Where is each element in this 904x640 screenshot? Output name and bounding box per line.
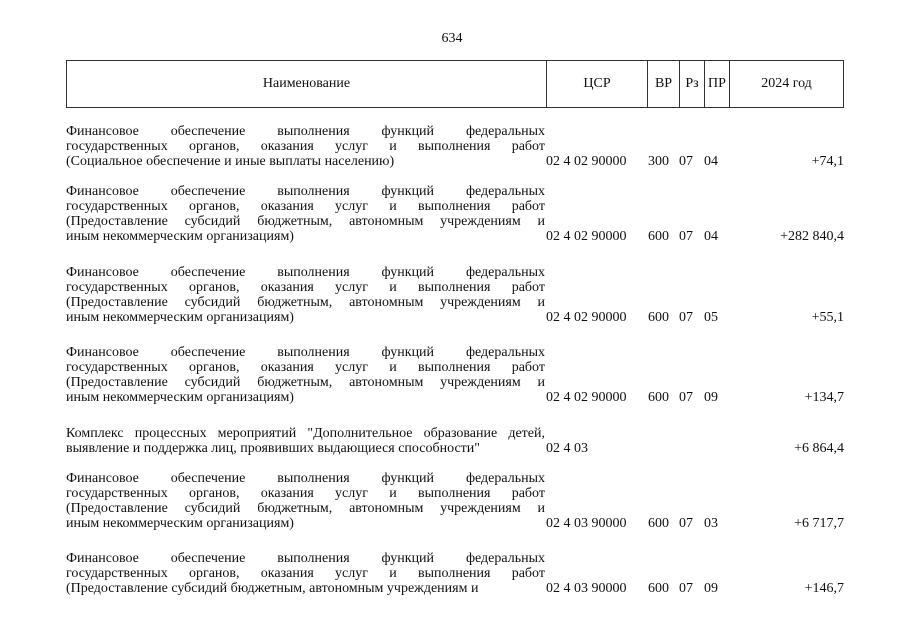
row-name-line: (Предоставление субсидий бюджетным, автономным учреждениям и <box>66 214 545 229</box>
row-pr: 09 <box>704 390 718 405</box>
row-name-line: государственных органов, оказания услуг и выполнения работ <box>66 199 545 214</box>
row-name-line: (Социальное обеспечение и иные выплаты населению) <box>66 154 395 169</box>
row-rz: 07 <box>679 310 693 325</box>
header-name: Наименование <box>262 76 351 91</box>
header-pr: ПР <box>708 76 726 91</box>
row-amount: +55,1 <box>811 310 844 325</box>
row-amount: +6 864,4 <box>794 441 844 456</box>
header-year: 2024 год <box>761 76 812 91</box>
row-vr: 300 <box>648 154 669 169</box>
row-name-line: государственных органов, оказания услуг и выполнения работ <box>66 566 545 581</box>
row-name-line: (Предоставление субсидий бюджетным, автономным учреждениям и <box>66 501 545 516</box>
row-csr: 02 4 03 <box>546 441 588 456</box>
row-csr: 02 4 02 90000 <box>546 310 627 325</box>
row-name-line: государственных органов, оказания услуг и выполнения работ <box>66 280 545 295</box>
header-vr: ВР <box>654 76 673 91</box>
row-name-line: (Предоставление субсидий бюджетным, автономным учреждениям и <box>66 295 545 310</box>
row-name-line: Финансовое обеспечение выполнения функций федеральных <box>66 551 545 566</box>
row-vr: 600 <box>648 310 669 325</box>
table-row <box>66 265 844 325</box>
row-name <box>66 471 545 531</box>
row-name-line: иным некоммерческим организациям) <box>66 516 294 531</box>
row-name-line: иным некоммерческим организациям) <box>66 310 294 325</box>
header-rz: Рз <box>685 76 699 91</box>
header-csr: ЦСР <box>583 76 611 91</box>
row-csr: 02 4 02 90000 <box>546 229 627 244</box>
row-amount: +74,1 <box>811 154 844 169</box>
row-name-line: государственных органов, оказания услуг и выполнения работ <box>66 486 545 501</box>
row-rz: 07 <box>679 154 693 169</box>
row-pr: 05 <box>704 310 718 325</box>
row-name-line: иным некоммерческим организациям) <box>66 229 294 244</box>
row-rz: 07 <box>679 229 693 244</box>
row-amount: +146,7 <box>804 581 844 596</box>
row-pr: 09 <box>704 581 718 596</box>
row-vr: 600 <box>648 516 669 531</box>
row-vr: 600 <box>648 229 669 244</box>
row-name <box>66 551 545 596</box>
row-name-line: (Предоставление субсидий бюджетным, автономным учреждениям и <box>66 375 545 390</box>
row-rz: 07 <box>679 581 693 596</box>
table-row <box>66 345 844 405</box>
row-name-line: Комплекс процессных мероприятий "Дополнительное образование детей, <box>66 426 545 441</box>
row-amount: +282 840,4 <box>780 229 844 244</box>
row-rz: 07 <box>679 516 693 531</box>
row-name-line: Финансовое обеспечение выполнения функций федеральных <box>66 184 545 199</box>
row-csr: 02 4 03 90000 <box>546 516 627 531</box>
row-vr: 600 <box>648 581 669 596</box>
row-name <box>66 265 545 325</box>
table-header <box>66 60 844 108</box>
row-csr: 02 4 03 90000 <box>546 581 627 596</box>
row-csr: 02 4 02 90000 <box>546 154 627 169</box>
row-name-line: государственных органов, оказания услуг и выполнения работ <box>66 360 545 375</box>
row-name-line: иным некоммерческим организациям) <box>66 390 294 405</box>
row-name <box>66 124 545 169</box>
row-name-line: Финансовое обеспечение выполнения функций федеральных <box>66 265 545 280</box>
row-name-line: Финансовое обеспечение выполнения функций федеральных <box>66 471 545 486</box>
table-row <box>66 124 844 169</box>
row-name <box>66 345 545 405</box>
row-name <box>66 426 545 456</box>
row-name-line: Финансовое обеспечение выполнения функций федеральных <box>66 345 545 360</box>
row-amount: +6 717,7 <box>794 516 844 531</box>
row-csr: 02 4 02 90000 <box>546 390 627 405</box>
table-row <box>66 471 844 531</box>
row-amount: +134,7 <box>804 390 844 405</box>
row-name-line: государственных органов, оказания услуг и выполнения работ <box>66 139 545 154</box>
row-name-line: выявление и поддержка лиц, проявивших выдающиеся способности" <box>66 441 480 456</box>
table-row <box>66 551 844 596</box>
row-name-line: Финансовое обеспечение выполнения функций федеральных <box>66 124 545 139</box>
row-pr: 04 <box>704 154 718 169</box>
row-name <box>66 184 545 244</box>
row-pr: 04 <box>704 229 718 244</box>
row-pr: 03 <box>704 516 718 531</box>
row-rz: 07 <box>679 390 693 405</box>
table-row <box>66 426 844 456</box>
table-row <box>66 184 844 244</box>
page-number: 634 <box>441 31 463 46</box>
row-vr: 600 <box>648 390 669 405</box>
row-name-line: (Предоставление субсидий бюджетным, автономным учреждениям и <box>66 581 479 596</box>
